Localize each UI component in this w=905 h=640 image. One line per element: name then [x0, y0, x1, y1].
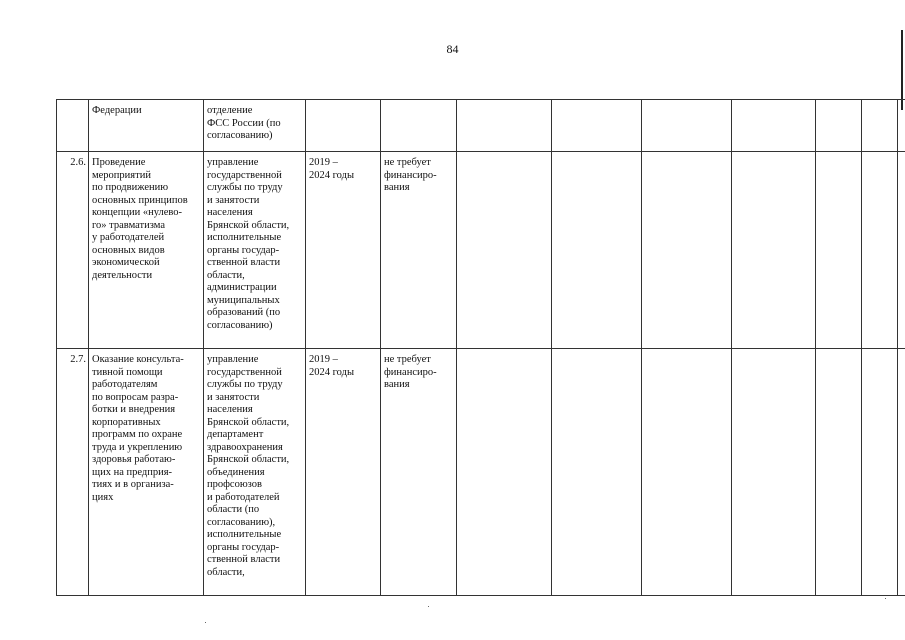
- measure-cell: Оказание консульта- тивной помощи работодателям по вопросам разра- ботки и внедрения корпоративных программ по охране труда и укреплению здоровья работаю- щих на предприя- тиях и в организа- циях: [89, 349, 204, 596]
- empty-cell: [732, 100, 816, 152]
- financing-cell: [381, 100, 457, 152]
- row-number: 2.6.: [57, 152, 89, 349]
- executor-cell: управление государственной службы по труду и занятости населения Брянской области, исполнительные органы государ- ственной власти области, администрации муниципальных образований (по согласованию): [204, 152, 306, 349]
- empty-cell: [898, 349, 905, 596]
- period-cell: 2019 – 2024 годы: [306, 152, 381, 349]
- empty-cell: [898, 152, 905, 349]
- page-number: 84: [446, 42, 459, 56]
- empty-cell: [732, 152, 816, 349]
- empty-cell: [816, 152, 862, 349]
- empty-cell: [862, 100, 898, 152]
- measures-table: [56, 99, 905, 596]
- empty-cell: [898, 100, 905, 152]
- row-number: 2.7.: [57, 349, 89, 596]
- empty-cell: [552, 100, 642, 152]
- table-row: [57, 349, 905, 596]
- period-cell: [306, 100, 381, 152]
- period-cell: 2019 – 2024 годы: [306, 349, 381, 596]
- empty-cell: [862, 349, 898, 596]
- empty-cell: [642, 349, 732, 596]
- scan-speck: [885, 598, 886, 599]
- table-row: [57, 152, 905, 349]
- table-row: [57, 100, 905, 152]
- empty-cell: [457, 100, 552, 152]
- measure-cell: Проведение мероприятий по продвижению основных принципов концепции «нулево- го» травматизма у работодателей основных видов экономической деятельности: [89, 152, 204, 349]
- scan-speck: [428, 606, 429, 607]
- row-number: [57, 100, 89, 152]
- empty-cell: [732, 349, 816, 596]
- empty-cell: [552, 152, 642, 349]
- empty-cell: [552, 349, 642, 596]
- scan-speck: [205, 622, 206, 623]
- empty-cell: [816, 100, 862, 152]
- empty-cell: [816, 349, 862, 596]
- empty-cell: [457, 152, 552, 349]
- empty-cell: [642, 152, 732, 349]
- scan-edge-mark: [901, 30, 903, 110]
- measure-cell: Федерации: [89, 100, 204, 152]
- empty-cell: [457, 349, 552, 596]
- financing-cell: не требует финансиро- вания: [381, 349, 457, 596]
- empty-cell: [642, 100, 732, 152]
- financing-cell: не требует финансиро- вания: [381, 152, 457, 349]
- empty-cell: [862, 152, 898, 349]
- executor-cell: отделение ФСС России (по согласованию): [204, 100, 306, 152]
- executor-cell: управление государственной службы по труду и занятости населения Брянской области, департамент здравоохранения Брянской области, объединения профсоюзов и работодателей области (по согласованию), исполнительные органы государ- ственной власти области,: [204, 349, 306, 596]
